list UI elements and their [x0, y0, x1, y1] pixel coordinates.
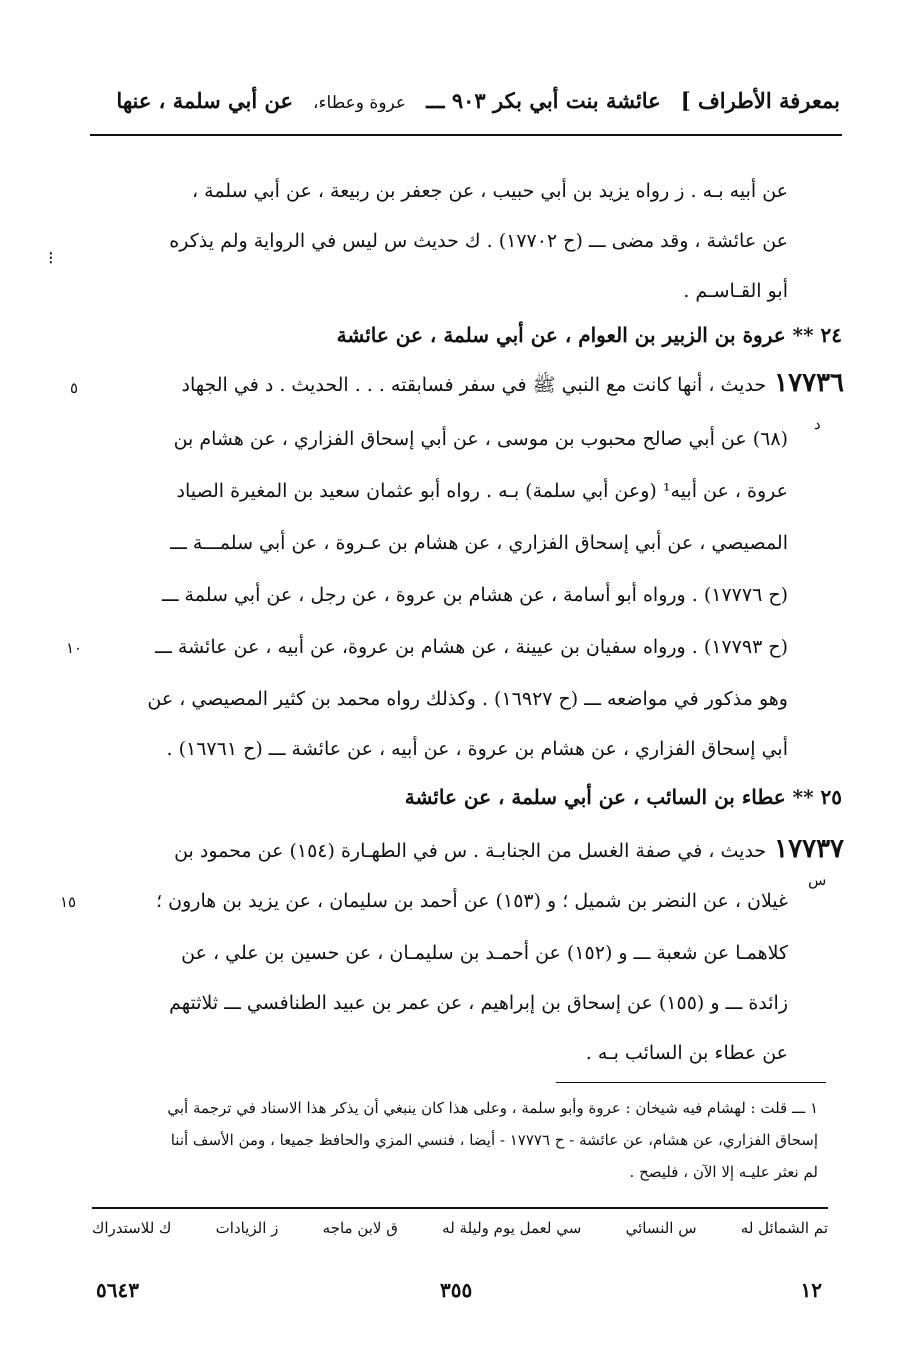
body-line: وهو مذكور في مواضعه ـــ (ح ١٦٩٢٧) . وكذلك رواه محمد بن كثير المصيصي ، عن — [147, 688, 788, 710]
body-line: أبو القـاسـم . — [683, 280, 788, 302]
hadith-entry-17737 — [96, 832, 844, 866]
legend-item: س النسائي — [625, 1219, 697, 1237]
hadith-entry-17736 — [96, 366, 844, 400]
section-heading-25: ٢٥ ** عطاء بن السائب ، عن أبي سلمة ، عن عائشة — [404, 785, 842, 809]
footnote-rule — [556, 1082, 826, 1083]
legend-item: ك للاستدراك — [92, 1219, 172, 1237]
header-chapter: عائشة بنت أبي بكر ٩٠٣ ـــ — [426, 88, 661, 113]
legend-item: تم الشمائل له — [740, 1219, 828, 1237]
section-heading-24: ٢٤ ** عروة بن الزبير بن العوام ، عن أبي سلمة ، عن عائشة — [336, 323, 842, 347]
margin-line-number: ٥ — [70, 379, 79, 397]
margin-book-siglum: د — [814, 415, 821, 433]
legend-item: ز الزيادات — [215, 1219, 279, 1237]
legend-rule — [92, 1207, 828, 1209]
hadith-first-line: حديث ، أنها كانت مع النبي ﷺ في سفر فسابقته . . . الحديث . د في الجهاد — [181, 374, 767, 396]
body-line: زائدة ـــ و (١٥٥) عن إسحاق بن إبراهيم ، عن عمر بن عبيد الطنافسي ـــ ثلاثتهم — [169, 992, 788, 1014]
margin-line-number: ١٥ — [60, 893, 77, 911]
header-chain: عن أبي سلمة ، عنها — [116, 88, 294, 113]
hadith-number: ١٧٧٣٦ — [774, 368, 844, 398]
footnote-line: لم نعثر عليـه إلا الآن ، فليصح . — [629, 1163, 818, 1181]
page-number: ٣٥٥ — [440, 1278, 473, 1302]
header-book-title: بمعرفة الأطراف ] — [680, 88, 840, 113]
hadith-first-line: حديث ، في صفة الغسل من الجنابـة . س في الطهـارة (١٥٤) عن محمود بن — [174, 840, 767, 862]
hadith-number: ١٧٧٣٧ — [774, 834, 844, 864]
running-header — [90, 88, 840, 128]
margin-book-siglum: س — [808, 871, 827, 889]
body-line: (٦٨) عن أبي صالح محبوب بن موسى ، عن أبي إسحاق الفزاري ، عن هشام بن — [173, 428, 788, 450]
header-subchapter: عروة وعطاء، — [313, 93, 407, 113]
running-number: ٥٦٤٣ — [96, 1278, 139, 1302]
volume-number: ١٢ — [800, 1278, 822, 1302]
page-footer — [96, 1278, 822, 1308]
margin-mark: ⁝ — [48, 248, 54, 269]
body-line: كلاهمـا عن شعبة ـــ و (١٥٢) عن أحمـد بن سليمـان ، عن حسين بن علي ، عن — [181, 942, 788, 964]
body-line: عن أبيه بـه . ز رواه يزيد بن أبي حبيب ، عن جعفر بن ربيعة ، عن أبي سلمة ، — [191, 180, 788, 202]
footnote-line: إسحاق الفزاري، عن هشام، عن عائشة - ح ١٧٧٧٦ - أيضا ، فنسي المزي والحافظ جميعا ، ومن الأسف أننا — [170, 1131, 818, 1149]
body-line: أبي إسحاق الفزاري ، عن هشام بن عروة ، عن أبيه ، عن عائشة ـــ (ح ١٦٧٦١) . — [166, 738, 788, 760]
body-line: عن عطاء بن السائب بـه . — [585, 1042, 788, 1064]
body-line: (ح ١٧٧٩٣) . ورواه سفيان بن عيينة ، عن هشام بن عروة، عن أبيه ، عن عائشة ـــ — [155, 636, 788, 658]
footnote-line: ١ ـــ قلت : لهشام فيه شيخان : عروة وأبو سلمة ، وعلى هذا كان ينبغي أن يذكر هذا الاسناد في ترجمة أبي — [167, 1099, 818, 1117]
sigla-legend — [92, 1219, 828, 1247]
margin-line-number: ١٠ — [66, 639, 83, 657]
body-line: غيلان ، عن النضر بن شميل ؛ و (١٥٣) عن أحمد بن سليمان ، عن يزيد بن هارون ؛ — [156, 890, 788, 912]
legend-item: ق لابن ماجه — [322, 1219, 398, 1237]
header-rule — [90, 134, 842, 136]
body-line: المصيصي ، عن أبي إسحاق الفزاري ، عن هشام بن عـروة ، عن أبي سلمـــة ـــ — [170, 532, 788, 554]
body-line: عن عائشة ، وقد مضى ـــ (ح ١٧٧٠٢) . ك حديث س ليس في الرواية ولم يذكره — [169, 230, 788, 252]
legend-item: سي لعمل يوم وليلة له — [442, 1219, 582, 1237]
body-line: (ح ١٧٧٧٦) . ورواه أبو أسامة ، عن هشام بن عروة ، عن رجل ، عن أبي سلمة ـــ — [161, 584, 788, 606]
body-line: عروة ، عن أبيه¹ (وعن أبي سلمة) بـه . رواه أبو عثمان سعيد بن المغيرة الصياد — [176, 480, 788, 502]
